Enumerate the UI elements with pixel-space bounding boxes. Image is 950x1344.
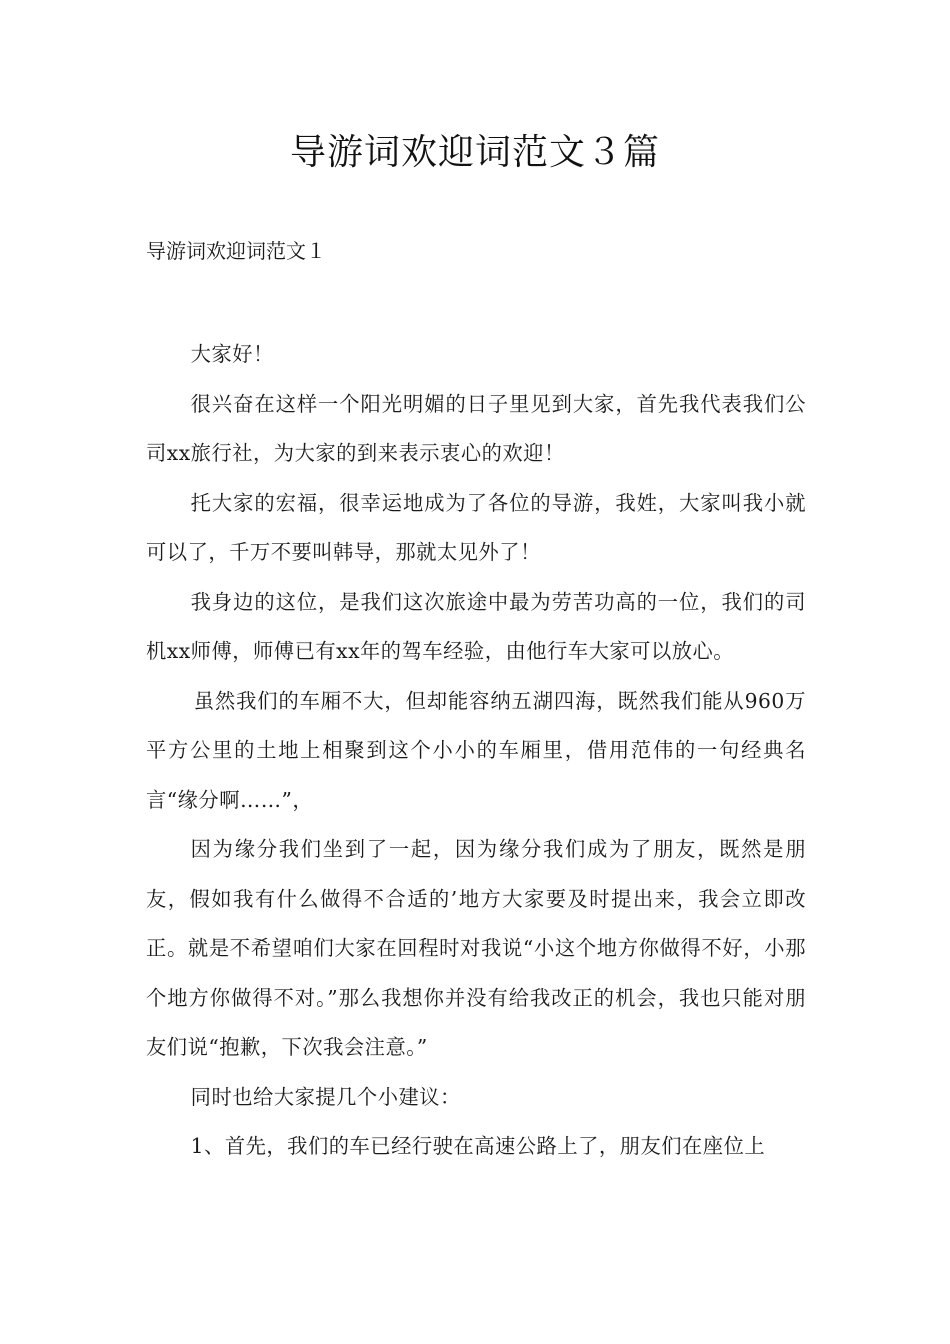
document-title: 导游词欢迎词范文３篇: [289, 132, 660, 173]
paragraph-friendship: 因为缘分我们坐到了一起，因为缘分我们成为了朋友，既然是朋友，假如我有什么做得不合适的’地方大家要及时提出来，我会立即改正。就是不希望咱们大家在回程时对我说“小这个地方你做得不好，小那个地方你做得不对。”那么我想你并没有给我改正的机会，我也只能对朋友们说“抱歉，下次我会注意。”: [146, 837, 806, 1059]
document-body: [146, 330, 806, 1172]
paragraph-welcome: 很兴奋在这样一个阳光明媚的日子里见到大家，首先我代表我们公司xx旅行社，为大家的到来表示衷心的欢迎！: [146, 391, 806, 465]
paragraph-driver: 我身边的这位，是我们这次旅途中最为劳苦功高的一位，我们的司机xx师傅，师傅已有xx年的驾车经验，由他行车大家可以放心。: [146, 589, 806, 663]
paragraph-suggestion-1: 1、首先，我们的车已经行驶在高速公路上了，朋友们在座位上: [190, 1134, 766, 1158]
paragraph-greeting: 大家好！: [190, 342, 274, 366]
paragraph-suggestions-intro: 同时也给大家提几个小建议：: [190, 1084, 461, 1109]
section-heading: 导游词欢迎词范文１: [146, 239, 326, 263]
paragraph-introduction: 托大家的宏福，很幸运地成为了各位的导游，我姓，大家叫我小就可以了，千万不要叫韩导，那就太见外了！: [146, 490, 806, 564]
paragraph-carriage: 虽然我们的车厢不大，但却能容纳五湖四海，既然我们能从960万平方公里的土地上相聚到这个小小的车厢里，借用范伟的一句经典名言“缘分啊……”，: [146, 688, 806, 812]
